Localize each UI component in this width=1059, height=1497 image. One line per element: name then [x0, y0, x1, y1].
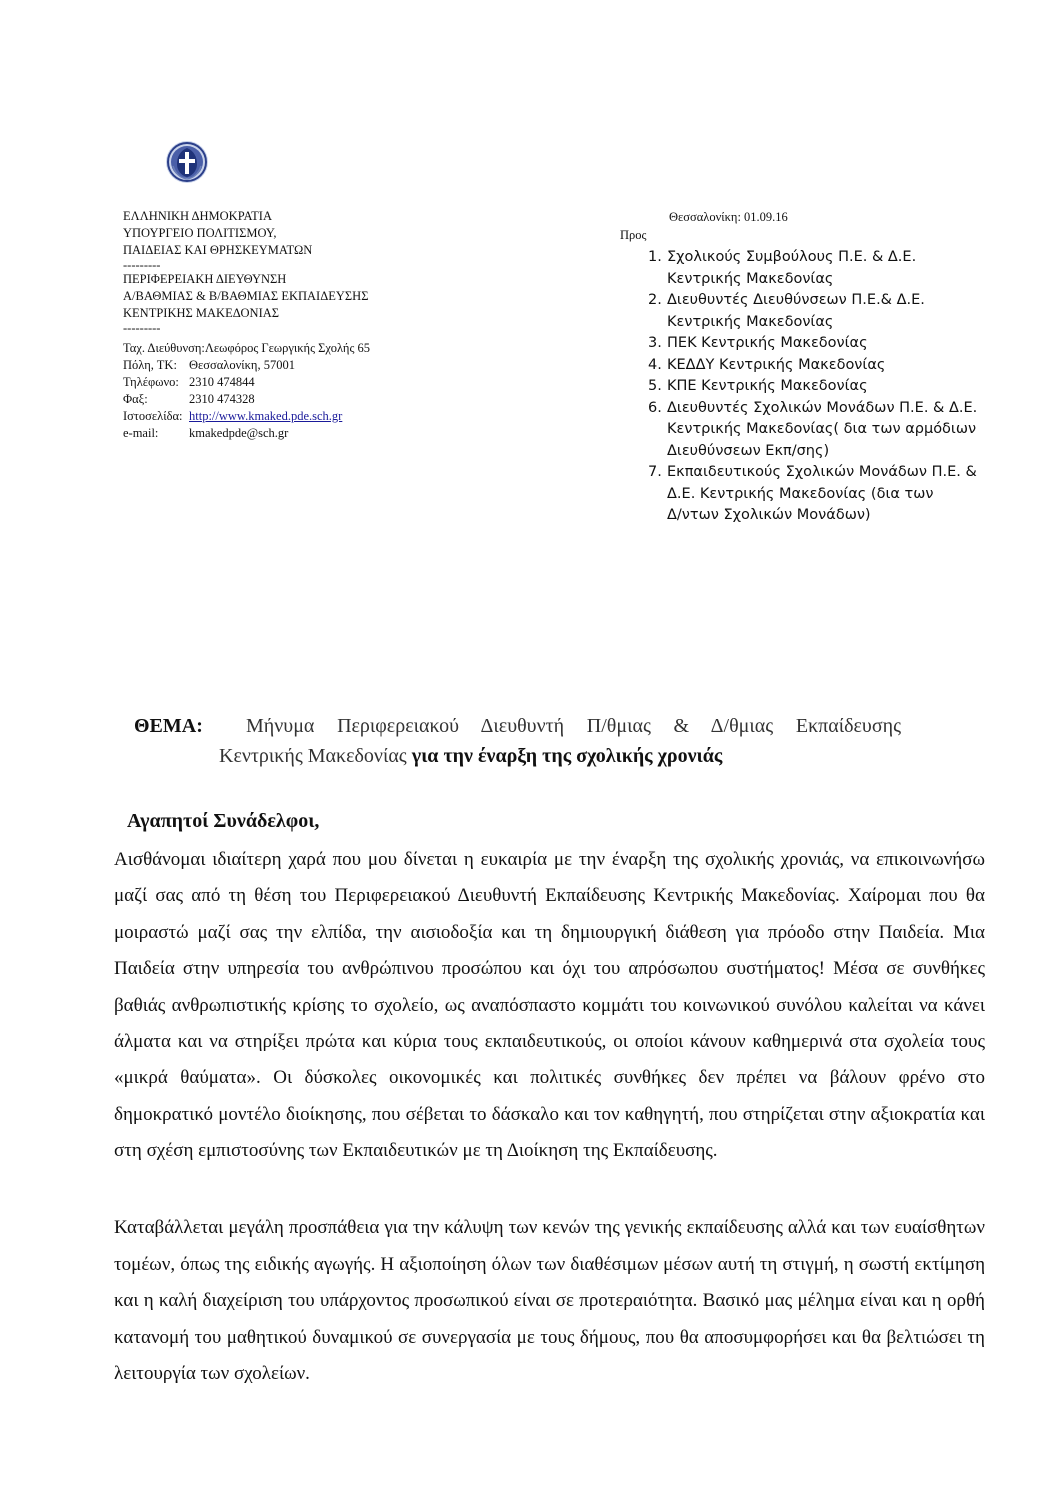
recipient-item: [648, 333, 1008, 355]
recipient-line: Σχολικούς Συμβούλους Π.Ε. & Δ.Ε.: [667, 249, 917, 265]
recipient-line: ΚΠΕ Κεντρικής Μακεδονίας: [667, 378, 868, 394]
sender-block: [123, 208, 423, 442]
salutation: Αγαπητοί Συνάδελφοι,: [127, 810, 320, 832]
postal-address: Ταχ. Διεύθυνση:Λεωφόρος Γεωργικής Σχολής 65: [123, 341, 371, 355]
subject-line2: [219, 741, 722, 771]
recipient-line: Διευθυντές Διευθύνσεων Π.Ε.& Δ.Ε.: [667, 292, 925, 308]
email-row: [123, 425, 423, 442]
directorate-line2: Α/ΒΑΘΜΙΑΣ & Β/ΒΑΘΜΙΑΣ ΕΚΠΑΙΔΕΥΣΗΣ: [123, 289, 369, 303]
phone-row: [123, 374, 423, 391]
email-value: kmakedpde@sch.gr: [189, 426, 289, 440]
city-row: [123, 357, 423, 374]
recipient-line: Δ/ντων Σχολικών Μονάδων): [667, 507, 871, 523]
recipients-list: [648, 247, 1008, 527]
recipient-number: 6.: [648, 399, 662, 416]
recipient-line: Κεντρικής Μακεδονίας( δια των αρμόδιων: [667, 421, 977, 437]
fax-row: [123, 391, 423, 408]
republic-name: ΕΛΛΗΝΙΚΗ ΔΗΜΟΚΡΑΤΙΑ: [123, 209, 272, 223]
greek-state-emblem-icon: [165, 140, 209, 184]
website-label: Ιστοσελίδα:: [123, 409, 183, 423]
city-value: Θεσσαλονίκη, 57001: [189, 358, 295, 372]
recipient-number: 2.: [648, 292, 662, 308]
separator: ---------: [123, 321, 161, 335]
recipient-item: [648, 290, 1008, 333]
recipient-number: 1.: [648, 249, 662, 265]
fax-label: Φαξ:: [123, 392, 148, 406]
directorate-line1: ΠΕΡΙΦΕΡΕΙΑΚΗ ΔΙΕΥΘΥΝΣΗ: [123, 272, 287, 286]
recipient-item: [648, 398, 1008, 463]
subject-label: ΘΕΜΑ:: [134, 715, 203, 737]
separator: ---------: [123, 258, 161, 272]
website-link[interactable]: http://www.kmaked.pde.sch.gr: [189, 409, 343, 423]
body-paragraph: Αισθάνομαι ιδιαίτερη χαρά που μου δίνεται η ευκαιρία με την έναρξη της σχολικής χρονιάς, να επικοινωνήσω μαζί σας από τη θέση του Περιφερειακού Διευθυντή Εκπαίδευσης Κεντρικής Μακεδονίας. Χαίρομαι που θα μοιραστώ μαζί σας την ελπίδα, την αισιοδοξία και τη δημιουργική διάθεση για πρόοδο στην Παιδεία. Μια Παιδεία στην υπηρεσία του ανθρώπινου προσώπου και όχι του απρόσωπου συστήματος! Μέσα σε συνθήκες βαθιάς ανθρωπιστικής κρίσης το σχολείο, ως αναπόσπαστο κομμάτι του κοινωνικού συνόλου καλείται να κάνει άλματα και να στηρίξει πρώτα και κύρια τους εκπαιδευτικούς, οι οποίοι κάνουν καθημερινά στα σχολεία τους «μικρά θαύματα». Οι δύσκολες οικονομικές και πολιτικές συνθήκες δεν πρέπει να βάλουν φρένο στο δημοκρατικό μοντέλο διοίκησης, που σέβεται το δάσκαλο και τον καθηγητή, που στηρίζεται στην αξιοκρατία και στη σχέση εμπιστοσύνης των Εκπαιδευτικών με τη Διοίκηση της Εκπαίδευσης.: [114, 849, 985, 1162]
recipient-line: Δ.Ε. Κεντρικής Μακεδονίας (δια των: [667, 485, 934, 502]
recipient-line: Εκπαιδευτικούς Σχολικών Μονάδων Π.Ε. &: [667, 464, 977, 480]
recipient-number: 7.: [648, 464, 662, 480]
city-label: Πόλη, ΤΚ:: [123, 358, 177, 372]
subject-line2-bold: για την έναρξη της σχολικής χρονιάς: [411, 745, 723, 767]
ministry-name-line2: ΠΑΙΔΕΙΑΣ ΚΑΙ ΘΡΗΣΚΕΥΜΑΤΩΝ: [123, 243, 313, 257]
directorate-line3: ΚΕΝΤΡΙΚΗΣ ΜΑΚΕΔΟΝΙΑΣ: [123, 306, 280, 320]
recipient-item: [648, 376, 1008, 398]
fax-value: 2310 474328: [189, 392, 255, 406]
document-date: Θεσσαλονίκη: 01.09.16: [669, 210, 788, 224]
recipient-line: Διευθύνσεων Εκπ/σης): [667, 442, 830, 459]
recipient-line: ΠΕΚ Κεντρικής Μακεδονίας: [667, 335, 868, 351]
email-label: e-mail:: [123, 426, 159, 440]
phone-label: Τηλέφωνο:: [123, 375, 179, 389]
recipient-number: 4.: [648, 356, 662, 373]
subject-line2-plain: Κεντρικής Μακεδονίας: [219, 745, 407, 767]
recipient-item: [648, 247, 1008, 290]
subject-line1: Μήνυμα Περιφερειακού Διευθυντή Π/θμιας & Δ/θμιας Εκπαίδευσης: [246, 715, 901, 737]
recipient-line: Κεντρικής Μακεδονίας: [667, 270, 834, 287]
ministry-name-line1: ΥΠΟΥΡΓΕΙΟ ΠΟΛΙΤΙΣΜΟΥ,: [123, 226, 277, 240]
recipient-item: [648, 462, 1008, 527]
website-row: [123, 408, 423, 425]
to-label: Προς: [620, 228, 647, 242]
recipient-line: ΚΕΔΔΥ Κεντρικής Μακεδονίας: [667, 356, 886, 373]
recipient-line: Κεντρικής Μακεδονίας: [667, 313, 834, 330]
body-paragraph: Καταβάλλεται μεγάλη προσπάθεια για την κάλυψη των κενών της γενικής εκπαίδευσης αλλά και των ευαίσθητων τομέων, όπως της ειδικής αγωγής. Η αξιοποίηση όλων των διαθέσιμων μέσων αυτή τη στιγμή, η σωστή εκτίμηση και η καλή διαχείριση του υπάρχοντος προσωπικού είναι σε προτεραιότητα. Βασικό μας μέλημα είναι και η ορθή κατανομή του μαθητικού δυναμικού σε συνεργασία με τους δήμους, που θα αποσυμφορήσει και θα βελτιώσει τη λειτουργία των σχολείων.: [114, 1217, 985, 1385]
phone-value: 2310 474844: [189, 375, 255, 389]
recipient-number: 5.: [648, 378, 662, 394]
recipient-item: [648, 355, 1008, 377]
recipient-line: Διευθυντές Σχολικών Μονάδων Π.Ε. & Δ.Ε.: [667, 399, 978, 416]
recipient-number: 3.: [648, 335, 662, 351]
